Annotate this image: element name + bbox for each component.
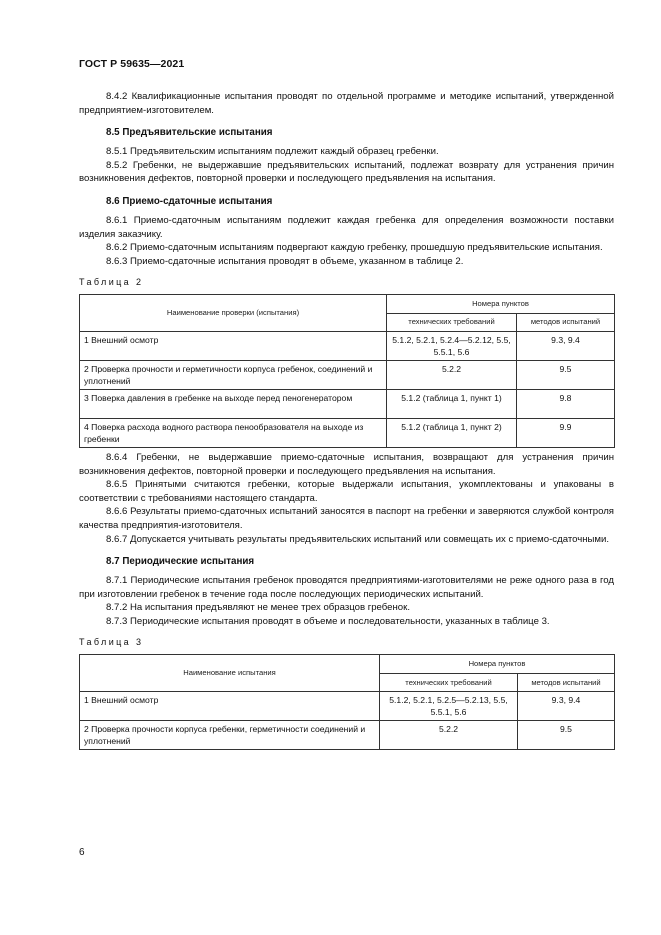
paragraph-8-6-2: 8.6.2 Приемо-сдаточным испытаниям подвергают каждую гребенку, прошедшую предъявительские испытания. <box>106 242 603 254</box>
table-3-header-group: Номера пунктов <box>380 655 615 674</box>
table-2-header-group: Номера пунктов <box>387 294 615 313</box>
table-3-caption: Таблица 3 <box>79 637 144 648</box>
table-cell-tech: 5.2.2 <box>387 360 517 389</box>
table-cell-method: 9.5 <box>517 360 615 389</box>
table-cell-method: 9.8 <box>517 389 615 418</box>
document-body <box>79 90 614 750</box>
paragraph-8-7-1: 8.7.1 Периодические испытания гребенок проводятся предприятиями-изготовителями не реже одного раза в год при изготовлении гребенок в течение года после последующих периодических испытаний. <box>79 575 614 600</box>
table-2-header-tech: технических требований <box>387 313 517 331</box>
table-cell-name: 2 Проверка прочности корпуса гребенки, герметичности соединений и уплотнений <box>80 721 380 750</box>
table-cell-method: 9.3, 9.4 <box>517 331 615 360</box>
table-cell-name: 4 Поверка расхода водного раствора пенообразователя на выходе из гребенки <box>80 418 387 447</box>
paragraph-8-7-3: 8.7.3 Периодические испытания проводят в объеме и последовательности, указанных в таблице 3. <box>106 615 550 627</box>
paragraph-8-5-1: 8.5.1 Предъявительским испытаниям подлежит каждый образец гребенки. <box>106 146 439 158</box>
table-cell-name: 1 Внешний осмотр <box>80 331 387 360</box>
table-2 <box>79 294 615 448</box>
table-3-header-tech: технических требований <box>380 674 518 692</box>
table-cell-method: 9.9 <box>517 418 615 447</box>
table-cell-tech: 5.1.2, 5.2.1, 5.2.4—5.2.12, 5.5, 5.5.1, 5.6 <box>387 331 517 360</box>
section-title-8-7: 8.7 Периодические испытания <box>106 556 255 568</box>
table-3-header-name: Наименование испытания <box>80 655 380 692</box>
paragraph-8-5-2: 8.5.2 Гребенки, не выдержавшие предъявительских испытаний, подлежат возврату для устранения причин возникновения дефектов, повторной проверки и последующего предъявления на испытания. <box>79 159 614 185</box>
table-cell-method: 9.5 <box>518 721 615 750</box>
table-2-header-method: методов испытаний <box>517 313 615 331</box>
paragraph-8-6-5: 8.6.5 Принятыми считаются гребенки, которые выдержали испытания, укомплектованы и упакованы в соответствии с требованиями настоящего стандарта. <box>79 479 614 504</box>
paragraph-8-7-2: 8.7.2 На испытания предъявляют не менее трех образцов гребенок. <box>106 602 411 614</box>
table-row <box>80 721 615 750</box>
table-cell-tech: 5.1.2 (таблица 1, пункт 2) <box>387 418 517 447</box>
table-cell-tech: 5.1.2 (таблица 1, пункт 1) <box>387 389 517 418</box>
table-3-header-method: методов испытаний <box>518 674 615 692</box>
table-cell-method: 9.3, 9.4 <box>518 692 615 721</box>
paragraph-8-6-6: 8.6.6 Результаты приемо-сдаточных испытаний заносятся в паспорт на гребенки и заверяются службой контроля качества предприятия-изготовителя. <box>79 506 614 531</box>
table-row <box>80 692 615 721</box>
section-title-8-5: 8.5 Предъявительские испытания <box>106 127 273 139</box>
document-header: ГОСТ Р 59635—2021 <box>79 58 185 70</box>
table-cell-name: 1 Внешний осмотр <box>80 692 380 721</box>
paragraph-8-4-2: 8.4.2 Квалификационные испытания проводят по отдельной программе и методике испытаний, утвержденной предприятием-изготовителем. <box>79 91 614 116</box>
table-row <box>80 360 615 389</box>
table-2-caption: Таблица 2 <box>79 277 144 288</box>
table-cell-tech: 5.1.2, 5.2.1, 5.2.5—5.2.13, 5.5, 5.5.1, 5.6 <box>380 692 518 721</box>
page-number: 6 <box>79 847 85 858</box>
table-2-header-name: Наименование проверки (испытания) <box>80 294 387 331</box>
paragraph-8-6-1: 8.6.1 Приемо-сдаточным испытаниям подлежит каждая гребенка для определения возможности поставки изделия заказчику. <box>79 214 614 240</box>
document-page <box>79 0 614 935</box>
section-title-8-6: 8.6 Приемо-сдаточные испытания <box>106 195 273 207</box>
table-row <box>80 389 615 418</box>
table-3 <box>79 654 615 750</box>
paragraph-8-6-3: 8.6.3 Приемо-сдаточные испытания проводят в объеме, указанном в таблице 2. <box>106 255 464 267</box>
table-cell-name: 2 Проверка прочности и герметичности корпуса гребенок, соединений и уплотнений <box>80 360 387 389</box>
table-row <box>80 418 615 447</box>
table-cell-name: 3 Поверка давления в гребенке на выходе перед пеногенератором <box>80 389 387 418</box>
table-row <box>80 331 615 360</box>
table-cell-tech: 5.2.2 <box>380 721 518 750</box>
paragraph-8-6-4: 8.6.4 Гребенки, не выдержавшие приемо-сдаточные испытания, возвращают для устранения причин возникновения дефектов, повторной проверки и последующего предъявления на испытания. <box>79 451 614 477</box>
paragraph-8-6-7: 8.6.7 Допускается учитывать результаты предъявительских испытаний или совмещать их с приемо-сдаточными. <box>106 533 610 545</box>
